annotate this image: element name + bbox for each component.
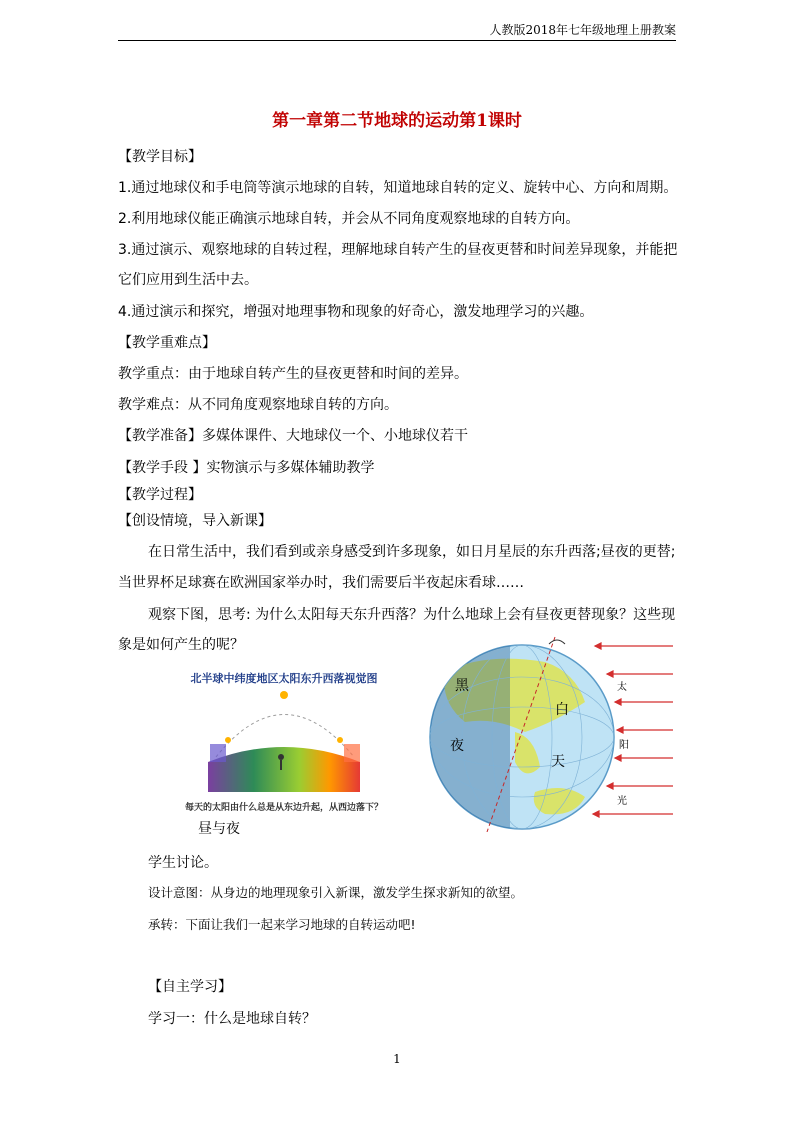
night-shadow (430, 642, 510, 832)
teaching-means: 【教学手段 】实物演示与多媒体辅助教学 (118, 460, 375, 476)
design-intent: 设计意图：从身边的地理现象引入新课，激发学生探求新知的欲望。 (148, 885, 524, 900)
goal-4: 4.通过演示和探究，增强对地理事物和现象的好奇心，激发地理学习的兴趣。 (118, 304, 594, 320)
sunrise-sunset-figure (168, 662, 400, 820)
rotation-arrow-icon (549, 640, 565, 644)
paragraph-2-line-1: 观察下图，思考: 为什么太阳每天东升西落？为什么地球上会有昼夜更替现象？这些现 (148, 607, 676, 623)
house-right-icon (344, 744, 360, 762)
page-number: 1 (393, 1052, 401, 1066)
label-night: 夜 (450, 738, 464, 754)
student-discussion: 学生讨论。 (148, 855, 218, 871)
paragraph-2-line-2: 象是如何产生的呢？ (118, 637, 244, 653)
self-study-heading: 【自主学习】 (148, 979, 232, 995)
paragraph-1-line-2: 当世界杯足球赛在欧洲国家举办时，我们需要后半夜起床看球…… (118, 575, 524, 591)
morning-sun-icon (225, 737, 231, 743)
scene-heading: 【创设情境，导入新课】 (118, 513, 272, 529)
figure-caption: 昼与夜 (198, 821, 240, 837)
label-dark: 黑 (455, 678, 469, 694)
paragraph-1-line-1: 在日常生活中，我们看到或亲身感受到许多现象，如日月星辰的东升西落;昼夜的更替; (148, 544, 676, 560)
preparation: 【教学准备】多媒体课件、大地球仪一个、小地球仪若干 (118, 428, 468, 444)
figure-left-caption: 每天的太阳由什么总是从东边升起，从西边落下？ (184, 803, 384, 813)
study-1: 学习一：什么是地球自转？ (148, 1011, 316, 1027)
label-day: 天 (551, 754, 565, 770)
transition: 承转：下面让我们一起来学习地球的自转运动吧! (148, 917, 416, 932)
key-point: 教学重点：由于地球自转产生的昼夜更替和时间的差异。 (118, 366, 468, 382)
observer-icon (278, 754, 284, 760)
horizon-ground (208, 747, 360, 792)
house-left-icon (210, 744, 226, 762)
label-white: 白 (555, 702, 569, 718)
lesson-title: 第一章第二节地球的运动第1课时 (272, 111, 522, 131)
evening-sun-icon (337, 737, 343, 743)
goal-1: 1.通过地球仪和手电筒等演示地球的自转，知道地球自转的定义、旋转中心、方向和周期。 (118, 180, 678, 196)
label-sun: 太 (617, 682, 627, 693)
goal-3-line-1: 3.通过演示、观察地球的自转过程，理解地球自转产生的昼夜更替和时间差异现象，并能把 (118, 242, 678, 258)
process-heading: 【教学过程】 (118, 487, 202, 503)
label-yang: 阳 (619, 740, 629, 751)
header-rule (118, 40, 676, 41)
key-heading: 【教学重难点】 (118, 335, 216, 351)
figure-left-title: 北半球中纬度地区太阳东升西落视觉图 (190, 672, 378, 685)
label-light: 光 (617, 796, 627, 807)
goal-3-line-2: 它们应用到生活中去。 (118, 272, 258, 288)
goals-heading: 【教学目标】 (118, 149, 202, 165)
day-night-globe-figure (425, 632, 675, 832)
difficult-point: 教学难点：从不同角度观察地球自转的方向。 (118, 397, 398, 413)
noon-sun-icon (280, 691, 288, 699)
goal-2: 2.利用地球仪能正确演示地球自转，并会从不同角度观察地球的自转方向。 (118, 211, 580, 227)
running-header: 人教版2018年七年级地理上册教案 (489, 23, 676, 37)
